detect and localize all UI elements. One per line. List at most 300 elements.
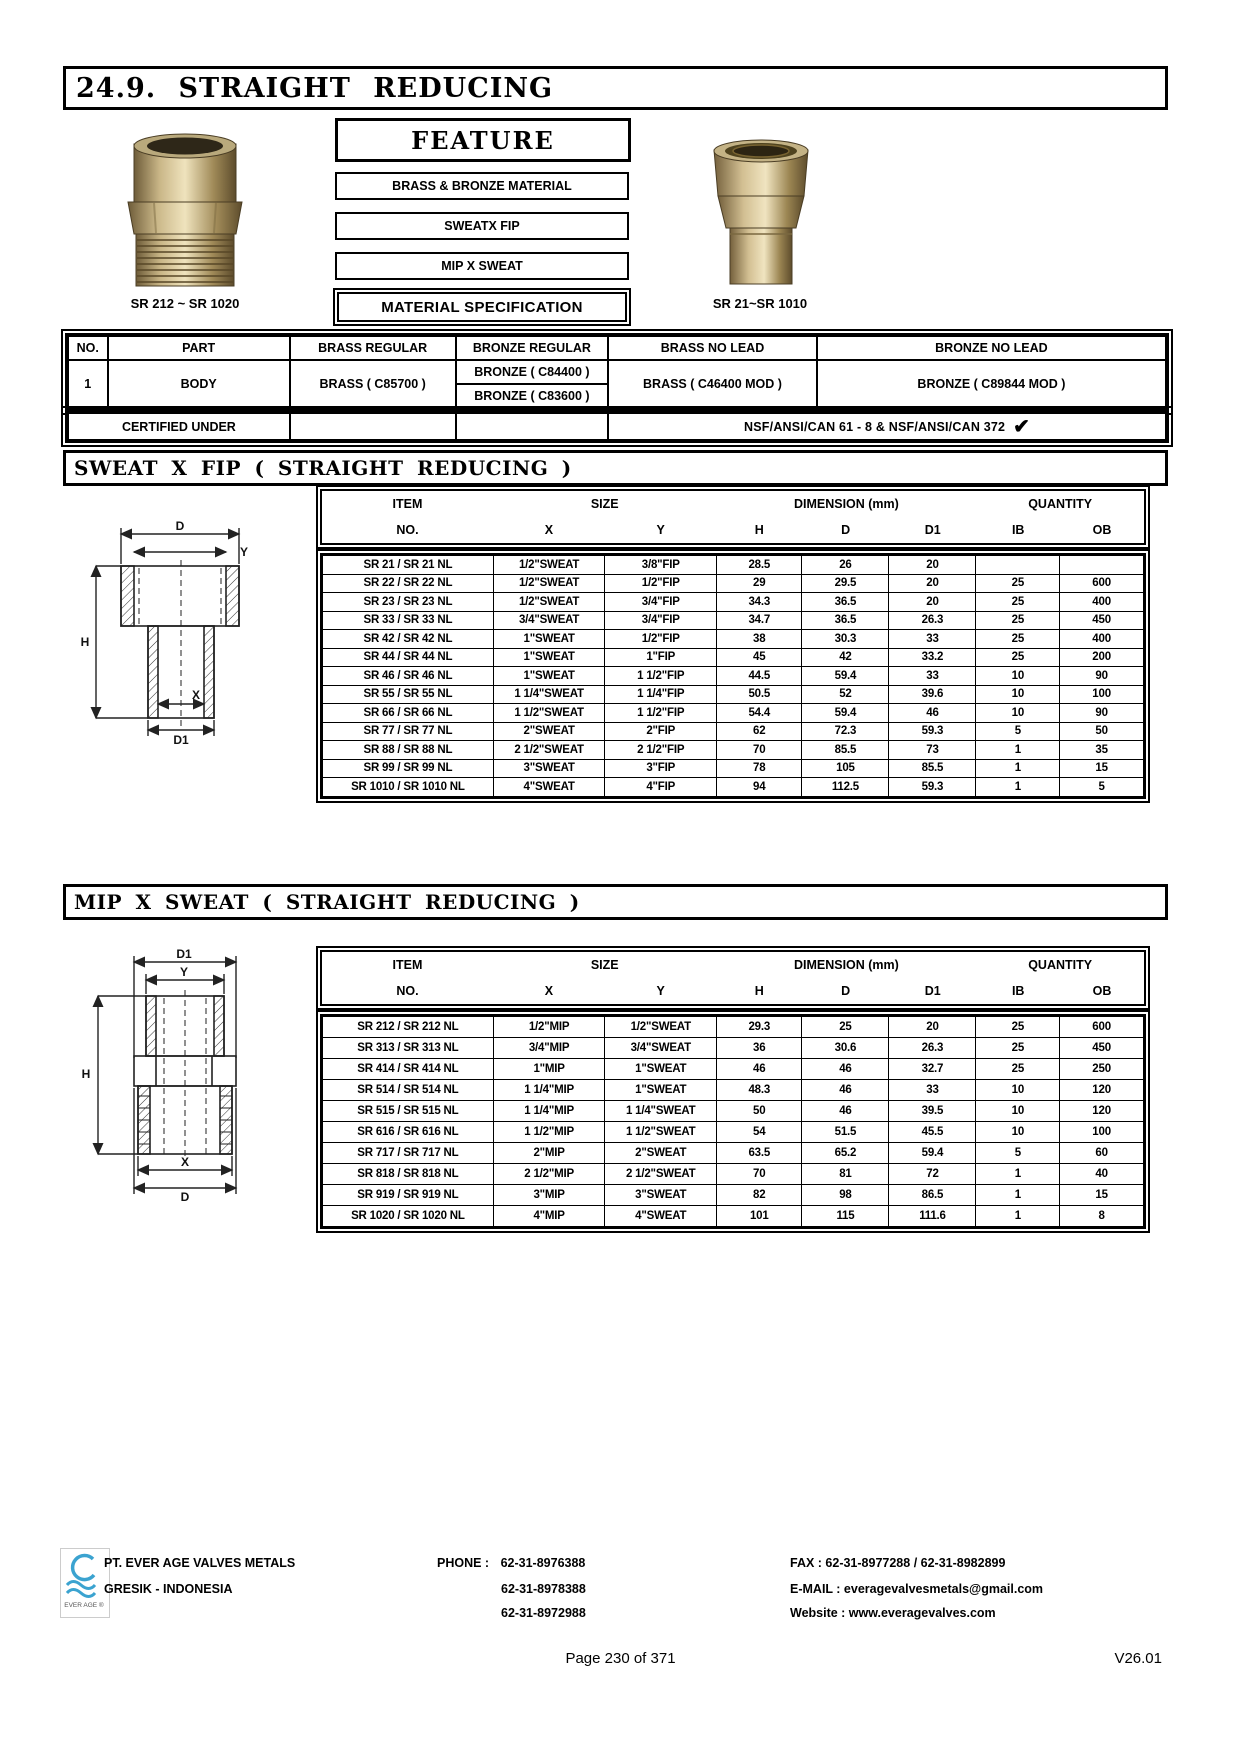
product-photo-left xyxy=(106,130,264,292)
table-cell: 1/2"SWEAT xyxy=(493,556,605,575)
table-row xyxy=(323,648,1144,667)
check-icon: ✔ xyxy=(1013,416,1031,438)
table-cell: 2 1/2"SWEAT xyxy=(605,1164,717,1185)
table-row xyxy=(323,574,1144,593)
table-cell: 30.3 xyxy=(802,630,889,649)
column-header: BRASS NO LEAD xyxy=(608,336,817,360)
table-row xyxy=(323,556,1144,575)
table-cell: 3/4"SWEAT xyxy=(493,611,605,630)
table-cell: 3"MIP xyxy=(493,1185,605,1206)
table-row xyxy=(323,1206,1144,1227)
table-cell: SR 46 / SR 46 NL xyxy=(323,667,494,686)
table-cell: 2"MIP xyxy=(493,1143,605,1164)
table-cell: 26.3 xyxy=(889,611,976,630)
table-cell: 70 xyxy=(717,741,802,760)
table-cell: 3/4"FIP xyxy=(605,593,717,612)
table-cell xyxy=(456,413,609,440)
table-cell: 78 xyxy=(717,759,802,778)
table-cell: 86.5 xyxy=(889,1185,976,1206)
table-cell: 45 xyxy=(717,648,802,667)
table-cell: 46 xyxy=(889,704,976,723)
table-cell: 450 xyxy=(1060,1038,1144,1059)
table-row xyxy=(323,741,1144,760)
table-cell: 36 xyxy=(717,1038,802,1059)
certification-text: NSF/ANSI/CAN 61 - 8 & NSF/ANSI/CAN 372 xyxy=(744,420,1006,434)
table-cell xyxy=(976,556,1060,575)
table-row xyxy=(323,630,1144,649)
table-cell: SR 818 / SR 818 NL xyxy=(323,1164,494,1185)
material-spec-table xyxy=(65,333,1169,411)
table-cell: 46 xyxy=(802,1059,889,1080)
table-cell: 1 1/4"MIP xyxy=(493,1101,605,1122)
table-cell: 48.3 xyxy=(717,1080,802,1101)
table-cell: 101 xyxy=(717,1206,802,1227)
table-cell: 65.2 xyxy=(802,1143,889,1164)
column-header: Y xyxy=(656,523,665,537)
table-cell: 1/2"SWEAT xyxy=(605,1017,717,1038)
table-cell: 46 xyxy=(802,1080,889,1101)
table-cell: 3/4"SWEAT xyxy=(605,1038,717,1059)
table-cell: 60 xyxy=(1060,1143,1144,1164)
table-cell: 1 xyxy=(976,1185,1060,1206)
column-header: IB xyxy=(1011,523,1025,537)
table-row xyxy=(323,1185,1144,1206)
table-cell: 42 xyxy=(802,648,889,667)
column-header: OB xyxy=(1092,523,1112,537)
table-cell: 3"SWEAT xyxy=(605,1185,717,1206)
column-header: D1 xyxy=(924,984,941,998)
table-row xyxy=(323,722,1144,741)
table-cell: 1 1/4"SWEAT xyxy=(605,1101,717,1122)
group-header: ITEM xyxy=(392,958,423,972)
column-header: IB xyxy=(1011,984,1025,998)
fax-line: FAX : 62-31-8977288 / 62-31-8982899 xyxy=(790,1556,1006,1570)
email-line: E-MAIL : everagevalvesmetals@gmail.com xyxy=(790,1582,1044,1596)
table-cell: 1 xyxy=(976,741,1060,760)
table-row xyxy=(323,1038,1144,1059)
table-cell: SR 22 / SR 22 NL xyxy=(323,574,494,593)
table-cell: SR 66 / SR 66 NL xyxy=(323,704,494,723)
website-line: Website : www.everagevalves.com xyxy=(790,1606,996,1620)
table-cell: SR 23 / SR 23 NL xyxy=(323,593,494,612)
table-cell: 10 xyxy=(976,1080,1060,1101)
version-label: V26.01 xyxy=(1114,1650,1162,1667)
table-cell: 1 1/2"SWEAT xyxy=(605,1122,717,1143)
dim-label-d1: D1 xyxy=(173,733,189,746)
certification-value xyxy=(608,413,1166,440)
table-cell: 2 1/2"FIP xyxy=(605,741,717,760)
dim-label-d: D xyxy=(175,519,185,533)
feature-item: MIP X SWEAT xyxy=(335,252,629,280)
mip-x-sweat-table xyxy=(320,1014,1146,1229)
table-cell: SR 21 / SR 21 NL xyxy=(323,556,494,575)
table-cell: 5 xyxy=(976,1143,1060,1164)
column-header: H xyxy=(754,984,764,998)
table-cell: 32.7 xyxy=(889,1059,976,1080)
table-row xyxy=(323,1164,1144,1185)
table-row xyxy=(323,704,1144,723)
group-header: DIMENSION (mm) xyxy=(793,497,899,511)
dim-label-x: X xyxy=(191,688,201,702)
sweat-x-fip-table-header xyxy=(320,489,1146,545)
table-cell: 1"SWEAT xyxy=(493,648,605,667)
table-cell: 10 xyxy=(976,704,1060,723)
table-cell: 20 xyxy=(889,593,976,612)
table-cell xyxy=(290,413,456,440)
table-cell: 29.5 xyxy=(802,574,889,593)
table-cell: SR 514 / SR 514 NL xyxy=(323,1080,494,1101)
column-header: BRONZE NO LEAD xyxy=(817,336,1166,360)
table-cell: 25 xyxy=(976,1017,1060,1038)
table-row xyxy=(323,1017,1144,1038)
table-cell: 25 xyxy=(976,1059,1060,1080)
table-cell: 3"FIP xyxy=(605,759,717,778)
table-cell: 30.6 xyxy=(802,1038,889,1059)
table-cell: 1/2"SWEAT xyxy=(493,574,605,593)
table-cell: 34.7 xyxy=(717,611,802,630)
table-cell: BRASS ( C85700 ) xyxy=(290,360,456,408)
certified-under-bar xyxy=(65,410,1169,443)
table-cell: 10 xyxy=(976,1122,1060,1143)
table-row xyxy=(323,685,1144,704)
table-cell: SR 616 / SR 616 NL xyxy=(323,1122,494,1143)
table-cell: SR 414 / SR 414 NL xyxy=(323,1059,494,1080)
table-cell: 3/4"FIP xyxy=(605,611,717,630)
phone-line-3: 62-31-8972988 xyxy=(501,1606,586,1620)
table-cell: SR 77 / SR 77 NL xyxy=(323,722,494,741)
table-cell: 82 xyxy=(717,1185,802,1206)
table-row xyxy=(323,1101,1144,1122)
table-cell: 50 xyxy=(1060,722,1144,741)
table-cell: 39.6 xyxy=(889,685,976,704)
table-cell: 85.5 xyxy=(889,759,976,778)
table-cell: 4"SWEAT xyxy=(493,778,605,797)
table-cell: 4"MIP xyxy=(493,1206,605,1227)
table-cell: 1/2"FIP xyxy=(605,574,717,593)
group-header: ITEM xyxy=(392,497,423,511)
table-cell: 98 xyxy=(802,1185,889,1206)
table-cell: 94 xyxy=(717,778,802,797)
column-header: NO. xyxy=(396,523,419,537)
table-cell: SR 919 / SR 919 NL xyxy=(323,1185,494,1206)
phone-line-2: 62-31-8978388 xyxy=(501,1582,586,1596)
table-cell: 2 1/2"MIP xyxy=(493,1164,605,1185)
table-cell: 1/2"FIP xyxy=(605,630,717,649)
phone-number: 62-31-8976388 xyxy=(500,1556,586,1570)
dim-label-h: H xyxy=(81,1067,91,1081)
column-header: X xyxy=(544,984,554,998)
table-cell: 1/2"MIP xyxy=(493,1017,605,1038)
table-cell: 25 xyxy=(976,611,1060,630)
table-cell: 2"SWEAT xyxy=(605,1143,717,1164)
table-cell: 73 xyxy=(889,741,976,760)
table-cell xyxy=(1060,556,1144,575)
table-cell: 34.3 xyxy=(717,593,802,612)
table-cell: 33 xyxy=(889,630,976,649)
table-cell: 39.5 xyxy=(889,1101,976,1122)
table-cell: 62 xyxy=(717,722,802,741)
table-cell: SR 88 / SR 88 NL xyxy=(323,741,494,760)
column-header: PART xyxy=(108,336,290,360)
table-cell: 2 1/2"SWEAT xyxy=(493,741,605,760)
table-cell: BRONZE ( C83600 ) xyxy=(456,384,609,408)
column-header: H xyxy=(754,523,764,537)
table-cell: 59.4 xyxy=(889,1143,976,1164)
dim-label-y: Y xyxy=(239,545,249,559)
table-cell: 1 xyxy=(976,1206,1060,1227)
table-cell: 70 xyxy=(717,1164,802,1185)
table-cell: 46 xyxy=(802,1101,889,1122)
table-cell: 8 xyxy=(1060,1206,1144,1227)
technical-drawing-mip-x-sweat xyxy=(76,948,291,1203)
company-name: PT. EVER AGE VALVES METALS xyxy=(104,1556,296,1570)
table-cell: SR 1020 / SR 1020 NL xyxy=(323,1206,494,1227)
group-header-row xyxy=(322,491,1144,517)
table-cell: 111.6 xyxy=(889,1206,976,1227)
table-cell: 100 xyxy=(1060,685,1144,704)
table-cell: 50.5 xyxy=(717,685,802,704)
table-cell: 1/2"SWEAT xyxy=(493,593,605,612)
column-header: NO. xyxy=(396,984,419,998)
table-row xyxy=(323,1080,1144,1101)
table-cell: SR 515 / SR 515 NL xyxy=(323,1101,494,1122)
table-cell: SR 1010 / SR 1010 NL xyxy=(323,778,494,797)
table-cell: 120 xyxy=(1060,1080,1144,1101)
column-header: OB xyxy=(1092,984,1112,998)
product-photo-right xyxy=(700,136,822,288)
group-header: QUANTITY xyxy=(1028,497,1093,511)
table-cell: 5 xyxy=(976,722,1060,741)
table-cell: 1 xyxy=(976,1164,1060,1185)
table-cell: 25 xyxy=(976,574,1060,593)
photo-caption-left: SR 212 ~ SR 1020 xyxy=(130,296,240,311)
table-cell: 400 xyxy=(1060,630,1144,649)
table-cell: 40 xyxy=(1060,1164,1144,1185)
table-cell: SR 55 / SR 55 NL xyxy=(323,685,494,704)
table-cell: 1 1/4"MIP xyxy=(493,1080,605,1101)
table-cell: 52 xyxy=(802,685,889,704)
feature-heading-box xyxy=(335,118,631,162)
dim-label-x: X xyxy=(180,1155,190,1169)
table-cell: 600 xyxy=(1060,1017,1144,1038)
page-title: 24.9. STRAIGHT REDUCING xyxy=(76,72,554,104)
table-cell: 25 xyxy=(976,648,1060,667)
table-cell: 33 xyxy=(889,667,976,686)
table-cell: 1 1/2"FIP xyxy=(605,667,717,686)
table-cell: SR 42 / SR 42 NL xyxy=(323,630,494,649)
table-cell: 59.3 xyxy=(889,778,976,797)
table-row xyxy=(323,778,1144,797)
table-cell: 2"SWEAT xyxy=(493,722,605,741)
column-header: D1 xyxy=(924,523,941,537)
table-cell: 200 xyxy=(1060,648,1144,667)
table-cell: 1 1/2"FIP xyxy=(605,704,717,723)
feature-item: SWEATX FIP xyxy=(335,212,629,240)
table-cell: 10 xyxy=(976,685,1060,704)
table-cell: 85.5 xyxy=(802,741,889,760)
table-cell: 1 1/2"MIP xyxy=(493,1122,605,1143)
table-cell: 90 xyxy=(1060,704,1144,723)
table-cell: 250 xyxy=(1060,1059,1144,1080)
feature-heading: FEATURE xyxy=(411,125,555,155)
table-cell: 400 xyxy=(1060,593,1144,612)
table-row xyxy=(323,593,1144,612)
table-cell: 4"SWEAT xyxy=(605,1206,717,1227)
column-header: X xyxy=(544,523,554,537)
column-header: Y xyxy=(656,984,665,998)
company-logo xyxy=(60,1548,110,1618)
table-cell: 29 xyxy=(717,574,802,593)
table-cell: 28.5 xyxy=(717,556,802,575)
table-cell: 1 xyxy=(68,360,108,408)
table-cell: 105 xyxy=(802,759,889,778)
table-cell: 72.3 xyxy=(802,722,889,741)
table-cell: 15 xyxy=(1060,759,1144,778)
table-cell: SR 99 / SR 99 NL xyxy=(323,759,494,778)
table-cell: 29.3 xyxy=(717,1017,802,1038)
column-header: NO. xyxy=(68,336,108,360)
table-cell: 1 xyxy=(976,759,1060,778)
table-cell: 36.5 xyxy=(802,611,889,630)
table-cell: 45.5 xyxy=(889,1122,976,1143)
table-cell: 72 xyxy=(889,1164,976,1185)
dim-label-d1: D1 xyxy=(176,948,192,961)
material-spec-heading: MATERIAL SPECIFICATION xyxy=(337,292,627,322)
table-cell: 59.3 xyxy=(889,722,976,741)
section-header-mip-x-sweat xyxy=(63,884,1168,920)
table-cell: 81 xyxy=(802,1164,889,1185)
mip-x-sweat-table-header xyxy=(320,950,1146,1006)
table-cell: 600 xyxy=(1060,574,1144,593)
table-cell: 20 xyxy=(889,556,976,575)
page-title-box xyxy=(63,66,1168,110)
feature-item: BRASS & BRONZE MATERIAL xyxy=(335,172,629,200)
table-cell: 1"SWEAT xyxy=(493,630,605,649)
column-header: D xyxy=(841,523,851,537)
column-header: BRONZE REGULAR xyxy=(456,336,609,360)
table-cell: 44.5 xyxy=(717,667,802,686)
phone-line-1 xyxy=(437,1556,585,1570)
table-cell: BRASS ( C46400 MOD ) xyxy=(608,360,817,408)
group-header: SIZE xyxy=(590,497,619,511)
table-cell: 1"SWEAT xyxy=(493,667,605,686)
section-title: MIP X SWEAT ( STRAIGHT REDUCING ) xyxy=(74,890,580,914)
table-cell: 59.4 xyxy=(802,704,889,723)
table-cell: 3/4"MIP xyxy=(493,1038,605,1059)
table-cell: 25 xyxy=(802,1017,889,1038)
table-cell: 20 xyxy=(889,574,976,593)
table-row xyxy=(323,1143,1144,1164)
table-cell: 25 xyxy=(976,630,1060,649)
table-cell: 5 xyxy=(1060,778,1144,797)
table-row xyxy=(68,413,1166,440)
company-location: GRESIK - INDONESIA xyxy=(104,1582,233,1596)
group-header-row xyxy=(322,952,1144,978)
table-cell: 1 1/2"SWEAT xyxy=(493,704,605,723)
table-cell: 112.5 xyxy=(802,778,889,797)
table-cell: 20 xyxy=(889,1017,976,1038)
table-cell: 1"SWEAT xyxy=(605,1080,717,1101)
table-cell: 35 xyxy=(1060,741,1144,760)
table-cell: 450 xyxy=(1060,611,1144,630)
page-number: Page 230 of 371 xyxy=(565,1650,676,1667)
table-row xyxy=(323,667,1144,686)
group-header: DIMENSION (mm) xyxy=(793,958,899,972)
table-cell: 1 1/4"SWEAT xyxy=(493,685,605,704)
table-cell: 25 xyxy=(976,593,1060,612)
table-cell: SR 44 / SR 44 NL xyxy=(323,648,494,667)
column-header-row xyxy=(322,978,1144,1004)
table-cell: SR 33 / SR 33 NL xyxy=(323,611,494,630)
table-cell: 1 1/4"FIP xyxy=(605,685,717,704)
table-cell: 63.5 xyxy=(717,1143,802,1164)
table-cell: 4"FIP xyxy=(605,778,717,797)
table-cell: 115 xyxy=(802,1206,889,1227)
table-header-row xyxy=(68,336,1166,360)
table-cell: 10 xyxy=(976,667,1060,686)
table-cell: SR 717 / SR 717 NL xyxy=(323,1143,494,1164)
column-header: D xyxy=(841,984,851,998)
section-title: SWEAT X FIP ( STRAIGHT REDUCING ) xyxy=(74,456,572,480)
table-cell: SR 313 / SR 313 NL xyxy=(323,1038,494,1059)
dim-label-h: H xyxy=(80,635,90,649)
table-cell: 1 xyxy=(976,778,1060,797)
table-cell: 33 xyxy=(889,1080,976,1101)
table-cell: SR 212 / SR 212 NL xyxy=(323,1017,494,1038)
table-cell: 100 xyxy=(1060,1122,1144,1143)
table-cell: 3"SWEAT xyxy=(493,759,605,778)
table-row xyxy=(323,759,1144,778)
table-cell: 38 xyxy=(717,630,802,649)
table-cell: 3/8"FIP xyxy=(605,556,717,575)
dim-label-y: Y xyxy=(179,965,189,979)
table-cell: 15 xyxy=(1060,1185,1144,1206)
table-cell: BODY xyxy=(108,360,290,408)
table-cell: 33.2 xyxy=(889,648,976,667)
table-cell: 54.4 xyxy=(717,704,802,723)
dim-label-d: D xyxy=(180,1190,190,1203)
table-row xyxy=(323,611,1144,630)
phone-label: PHONE : xyxy=(437,1556,490,1570)
table-cell: 1"MIP xyxy=(493,1059,605,1080)
certified-under-label: CERTIFIED UNDER xyxy=(68,413,290,440)
table-cell: 10 xyxy=(976,1101,1060,1122)
technical-drawing-sweat-x-fip xyxy=(76,518,286,746)
table-cell: 1"FIP xyxy=(605,648,717,667)
section-header-sweat-x-fip xyxy=(63,450,1168,486)
table-cell: 25 xyxy=(976,1038,1060,1059)
table-cell: 1"SWEAT xyxy=(605,1059,717,1080)
table-cell: 50 xyxy=(717,1101,802,1122)
group-header: QUANTITY xyxy=(1028,958,1093,972)
logo-text: EVER AGE ® xyxy=(64,1602,104,1609)
table-row xyxy=(68,360,1166,384)
table-row xyxy=(323,1059,1144,1080)
table-cell: 46 xyxy=(717,1059,802,1080)
table-cell: 2"FIP xyxy=(605,722,717,741)
table-cell: BRONZE ( C89844 MOD ) xyxy=(817,360,1166,408)
table-cell: 51.5 xyxy=(802,1122,889,1143)
table-cell: 90 xyxy=(1060,667,1144,686)
table-cell: 59.4 xyxy=(802,667,889,686)
sweat-x-fip-table xyxy=(320,553,1146,799)
table-cell: 26 xyxy=(802,556,889,575)
table-cell: BRONZE ( C84400 ) xyxy=(456,360,609,384)
column-header: BRASS REGULAR xyxy=(290,336,456,360)
photo-caption-right: SR 21~SR 1010 xyxy=(712,296,808,311)
table-cell: 120 xyxy=(1060,1101,1144,1122)
table-cell: 36.5 xyxy=(802,593,889,612)
